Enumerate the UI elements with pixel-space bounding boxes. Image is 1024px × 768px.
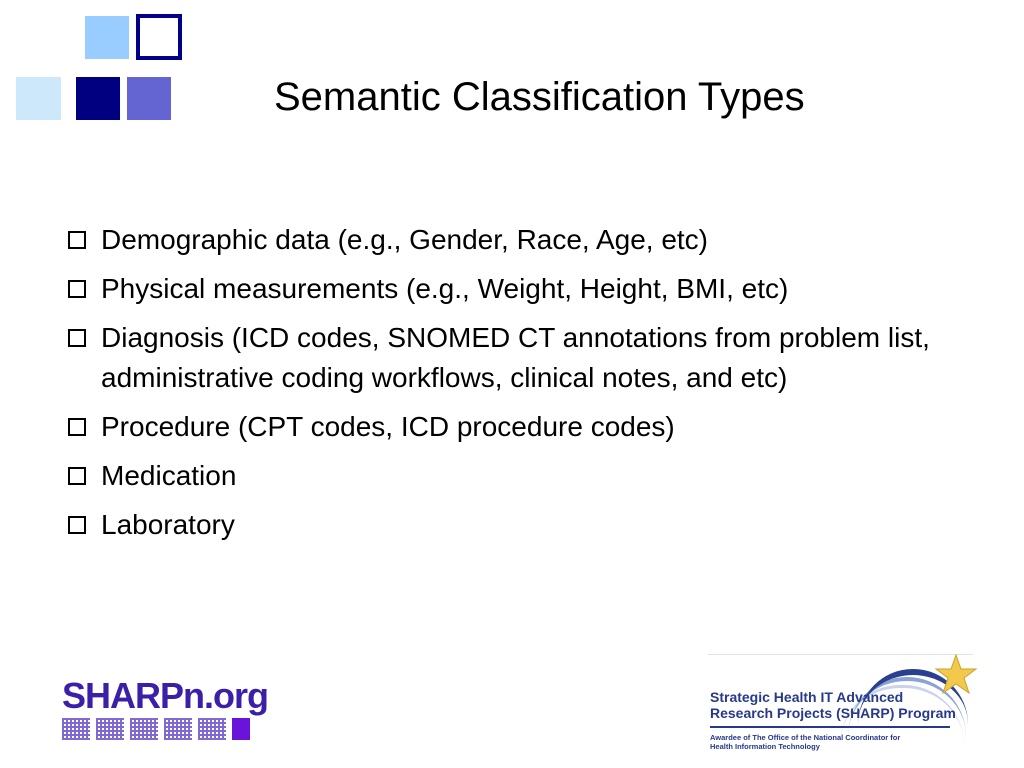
sharpn-logo-grid xyxy=(62,718,250,740)
logo-grid-block xyxy=(62,718,90,740)
square-light-blue xyxy=(85,16,129,59)
bullet-text: Demographic data (e.g., Gender, Race, Age, etc) xyxy=(101,224,709,255)
square-outline xyxy=(136,14,182,60)
bullet-text: Diagnosis (ICD codes, SNOMED CT annotations from problem list, administrative coding workflows, clinical notes, and etc) xyxy=(101,322,930,393)
hollow-square-bullet-icon xyxy=(68,418,86,436)
bullet-item xyxy=(64,407,964,447)
hollow-square-bullet-icon xyxy=(68,329,86,347)
square-navy xyxy=(76,77,120,120)
sharp-program-line2: Research Projects (SHARP) Program xyxy=(710,705,956,721)
star-icon xyxy=(934,653,978,697)
bullet-text: Physical measurements (e.g., Weight, Height, BMI, etc) xyxy=(101,273,789,304)
sharpn-logo xyxy=(62,676,277,742)
hollow-square-bullet-icon xyxy=(68,231,86,249)
logo-grid-block xyxy=(198,718,226,740)
logo-grid-block xyxy=(130,718,158,740)
sharp-program-line1: Strategic Health IT Advanced xyxy=(710,689,904,705)
sharpn-logo-text: SHARPn.org xyxy=(62,675,268,716)
sharp-program-rule xyxy=(710,726,950,728)
square-periwinkle xyxy=(127,77,171,120)
logo-grid-block xyxy=(96,718,124,740)
hollow-square-bullet-icon xyxy=(68,467,86,485)
logo-solid-block xyxy=(232,718,250,740)
square-pale-blue xyxy=(16,77,61,120)
bullet-text: Medication xyxy=(101,460,237,491)
bullet-item xyxy=(64,505,964,545)
bullet-text: Procedure (CPT codes, ICD procedure codes) xyxy=(101,411,675,442)
award-line2: Health Information Technology xyxy=(710,742,820,751)
hollow-square-bullet-icon xyxy=(68,280,86,298)
sharp-program-logo xyxy=(708,655,978,760)
bullet-text: Laboratory xyxy=(101,509,235,540)
bullet-item xyxy=(64,318,964,398)
hollow-square-bullet-icon xyxy=(68,516,86,534)
bullet-item xyxy=(64,456,964,496)
bullet-item xyxy=(64,220,964,260)
bullet-list xyxy=(64,220,964,554)
slide-title: Semantic Classification Types xyxy=(274,75,805,119)
logo-grid-block xyxy=(164,718,192,740)
bullet-item xyxy=(64,269,964,309)
award-line1: Awardee of The Office of the National Coordinator for xyxy=(710,733,901,742)
